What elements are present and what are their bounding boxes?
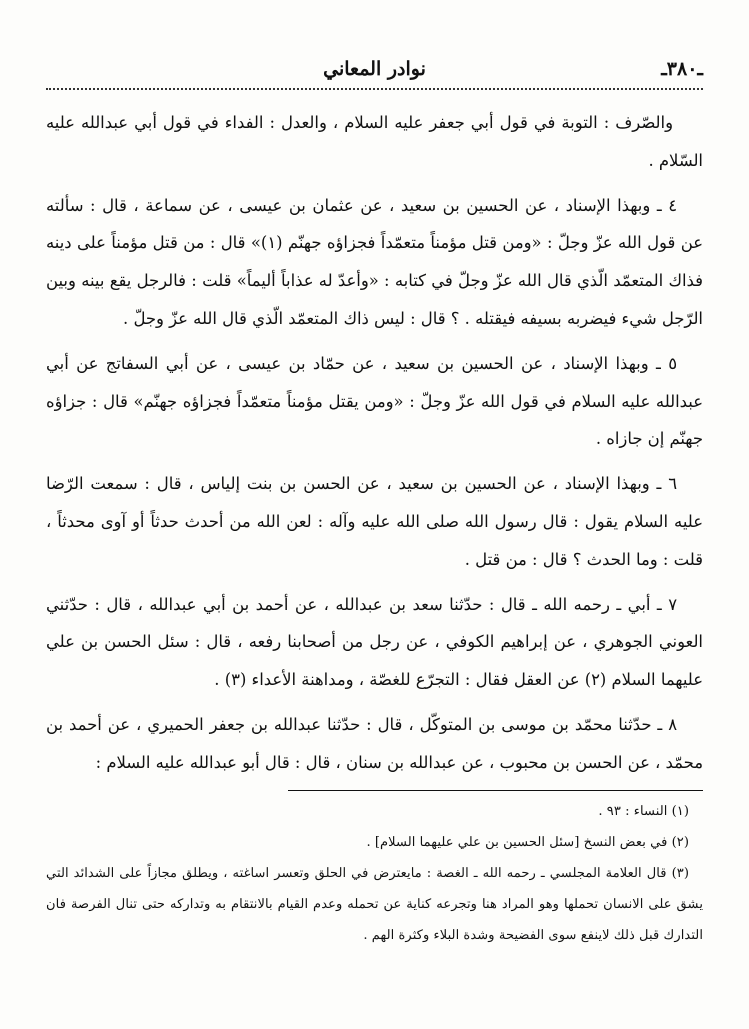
hadith-8: ٨ ـ حدّثنا محمّد بن موسى بن المتوكّل ، قال : حدّثنا عبدالله بن جعفر الحميري ، عن أحمد بن محمّد ، عن الحسن بن محبوب ، عن عبدالله بن سنان ، قال : قال أبو عبدالله عليه السلام : — [46, 714, 703, 772]
footnote-3: (٣) قال العلامة المجلسي ـ رحمه الله ـ الغصة : مايعترض في الحلق وتعسر اساغته ، ويطلق مجازاً على الشدائد التي يشق على الانسان تحملها وهو المراد هنا وتجرعه كناية عن تحمله وعدم القيام بالانتقام به وتداركه حتى تنال الفرصة فان التدارك قبل ذلك لاينفع سوى الفضيحة وشدة البلاء وكثرة الهم . — [46, 866, 703, 943]
hadith-4: ٤ ـ وبهذا الإسناد ، عن الحسين بن سعيد ، عن عثمان بن عيسى ، عن سماعة ، قال : سألته عن قول الله عزّ وجلّ : «ومن قتل مؤمناً متعمّداً فجزاؤه جهنّم (١)» قال : من قتل مؤمناً على دينه فذاك المتعمّد الّذي قال الله عزّ وجلّ في كتابه : «وأعدّ له عذاباً أليماً» قلت : فالرجل يقع بينه وبين الرّجل شيء فيضربه بسيفه فيقتله . ؟ قال : ليس ذاك المتعمّد الّذي قال الله عزّ وجلّ . — [46, 195, 703, 328]
page-number: ـ٣٨٠ـ — [661, 58, 703, 80]
main-text — [46, 104, 703, 789]
hadith-5: ٥ ـ وبهذا الإسناد ، عن الحسين بن سعيد ، عن حمّاد بن عيسى ، عن أبي السفاتج عن أبي عبدالله عليه السلام في قول الله عزّ وجلّ : «ومن يقتل مؤمناً متعمّداً فجزاؤه جهنّم» قال : جزاؤه جهنّم إن جازاه . — [46, 353, 703, 449]
hadith-7: ٧ ـ أبي ـ رحمه الله ـ قال : حدّثنا سعد بن عبدالله ، عن أحمد بن أبي عبدالله ، قال : حدّثني العوني الجوهري ، عن إبراهيم الكوفي ، عن رجل من أصحابنا رفعه ، قال : سئل الحسن بن علي عليهما السلام (٢) عن العقل فقال : التجرّع للغصّة ، ومداهنة الأعداء (٣) . — [46, 594, 703, 690]
header-divider — [46, 88, 703, 90]
footnote-1: (١) النساء : ٩٣ . — [598, 804, 689, 819]
footnote-2: (٢) في بعض النسخ [سئل الحسين بن علي عليهما السلام] . — [366, 835, 689, 850]
paragraph-continuation: والصّرف : التوبة في قول أبي جعفر عليه السلام ، والعدل : الفداء في قول أبي عبدالله عليه السّلام . — [46, 113, 703, 170]
page-header — [46, 56, 703, 90]
hadith-6: ٦ ـ وبهذا الإسناد ، عن الحسين بن سعيد ، عن الحسن بن بنت إلياس ، قال : سمعت الرّضا عليه السلام يقول : قال رسول الله صلى الله عليه وآله : لعن الله من أحدث حدثاً أو آوى محدثاً ، قلت : وما الحدث ؟ قال : من قتل . — [46, 474, 703, 569]
footnote-divider — [288, 790, 703, 791]
running-title: نوادر المعاني — [323, 58, 426, 80]
footnotes — [46, 796, 703, 951]
